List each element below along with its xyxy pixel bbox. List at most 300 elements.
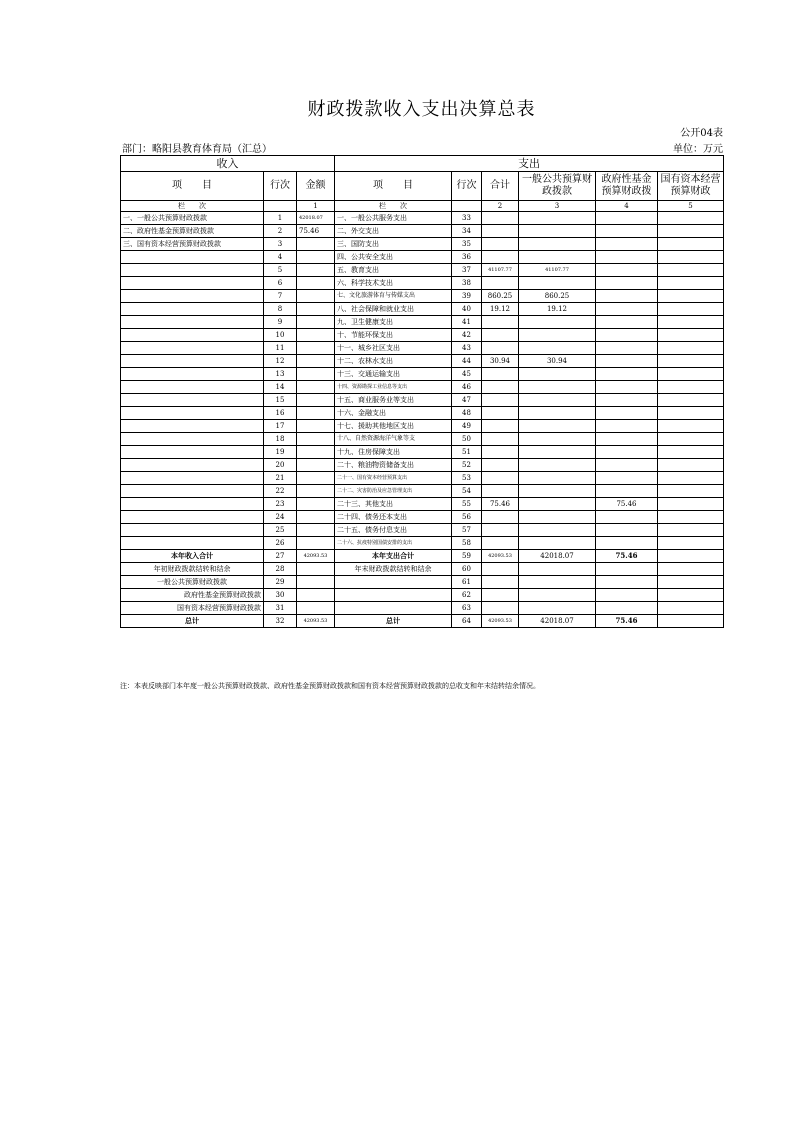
expense-row-no: 40: [452, 303, 482, 316]
expense-total-header: 合计: [482, 172, 519, 201]
expense-item: 二十、粮油物资储备支出: [335, 459, 452, 472]
income-item: [121, 446, 264, 459]
expense-row-no-header: 行次: [452, 172, 482, 201]
table-row: [121, 433, 724, 446]
expense-fund: [596, 407, 658, 420]
gov-fund-header: 政府性基金预算财政拨: [596, 172, 658, 201]
expense-total-sum: 42093.53: [482, 550, 519, 563]
expense-total: [482, 381, 519, 394]
income-amount: [297, 303, 335, 316]
summary-row-grand: [121, 615, 724, 628]
expense-capital: [658, 537, 724, 550]
expense-grand-general: 42018.07: [519, 615, 596, 628]
expense-grand-total: 42093.53: [482, 615, 519, 628]
expense-capital: [658, 303, 724, 316]
expense-grand-fund: 75.46: [596, 615, 658, 628]
income-row-no: 10: [264, 329, 297, 342]
income-item: [121, 420, 264, 433]
income-item: [121, 381, 264, 394]
expense-total: [482, 407, 519, 420]
expense-general: 30.94: [519, 355, 596, 368]
expense-item: 五、教育支出: [335, 264, 452, 277]
expense-fund: [596, 238, 658, 251]
col-index-5: 5: [658, 201, 724, 212]
expense-header: 支出: [335, 156, 724, 172]
income-amount: [297, 342, 335, 355]
income-amount: [297, 446, 335, 459]
expense-total: [482, 511, 519, 524]
expense-capital: [658, 498, 724, 511]
income-amount: [297, 394, 335, 407]
expense-row-no: 38: [452, 277, 482, 290]
expense-item: 四、公共安全支出: [335, 251, 452, 264]
expense-fund: [596, 524, 658, 537]
income-item: [121, 368, 264, 381]
begin-capital-no: 31: [264, 602, 297, 615]
expense-fund: [596, 212, 658, 225]
expense-general: [519, 277, 596, 290]
expense-row-no: 39: [452, 290, 482, 303]
income-amount: [297, 251, 335, 264]
expense-capital: [658, 251, 724, 264]
expense-row-no: 37: [452, 264, 482, 277]
income-item: [121, 407, 264, 420]
table-row: [121, 381, 724, 394]
col-index-2: 2: [482, 201, 519, 212]
expense-fund: [596, 303, 658, 316]
table-row: [121, 329, 724, 342]
expense-item: 二十三、其他支出: [335, 498, 452, 511]
expense-item: 十三、交通运输支出: [335, 368, 452, 381]
expense-item: 十七、援助其他地区支出: [335, 420, 452, 433]
expense-general: [519, 342, 596, 355]
begin-fund-label: 政府性基金预算财政拨款: [121, 589, 264, 602]
income-row-no: 5: [264, 264, 297, 277]
expense-capital: [658, 277, 724, 290]
income-amount: [297, 472, 335, 485]
expense-row-no: 44: [452, 355, 482, 368]
expense-general: [519, 472, 596, 485]
income-amount: [297, 290, 335, 303]
expense-fund: [596, 316, 658, 329]
table-row: [121, 394, 724, 407]
expense-capital: [658, 407, 724, 420]
expense-row-no: 42: [452, 329, 482, 342]
expense-general: [519, 537, 596, 550]
header-row-section: [121, 156, 724, 172]
expense-capital: [658, 420, 724, 433]
expense-row-no: 48: [452, 407, 482, 420]
expense-total: [482, 459, 519, 472]
expense-fund: [596, 277, 658, 290]
expense-total: [482, 446, 519, 459]
expense-capital: [658, 238, 724, 251]
expense-item: 十六、金融支出: [335, 407, 452, 420]
expense-row-no: 41: [452, 316, 482, 329]
expense-total: [482, 238, 519, 251]
expense-total-label: 本年支出合计: [335, 550, 452, 563]
table-row: [121, 472, 724, 485]
expense-general: [519, 407, 596, 420]
expense-general: [519, 329, 596, 342]
expense-fund: [596, 381, 658, 394]
expense-capital: [658, 290, 724, 303]
income-row-no: 17: [264, 420, 297, 433]
expense-row-no: 47: [452, 394, 482, 407]
expense-item: 十五、商业服务业等支出: [335, 394, 452, 407]
income-row-no-header: 行次: [264, 172, 297, 201]
expense-capital: [658, 368, 724, 381]
header-row-columns: [121, 172, 724, 201]
expense-capital: [658, 446, 724, 459]
expense-general: 41107.77: [519, 264, 596, 277]
expense-item: 八、社会保障和就业支出: [335, 303, 452, 316]
expense-total: [482, 537, 519, 550]
income-row-no: 16: [264, 407, 297, 420]
begin-capital-label: 国有资本经营预算财政拨款: [121, 602, 264, 615]
expense-fund: [596, 290, 658, 303]
expense-general: [519, 498, 596, 511]
expense-general: [519, 368, 596, 381]
table-row: [121, 459, 724, 472]
table-row: [121, 420, 724, 433]
expense-item-header: 项 目: [335, 172, 452, 201]
expense-row-no: 51: [452, 446, 482, 459]
begin-general-no: 29: [264, 576, 297, 589]
expense-item: 二、外交支出: [335, 225, 452, 238]
income-amount: [297, 407, 335, 420]
income-amount: [297, 277, 335, 290]
income-item: [121, 290, 264, 303]
expense-fund: [596, 459, 658, 472]
expense-total: [482, 212, 519, 225]
expense-general: 19.12: [519, 303, 596, 316]
header-row-index: [121, 201, 724, 212]
income-item: [121, 303, 264, 316]
expense-item: 二十五、债务付息支出: [335, 524, 452, 537]
expense-general: [519, 381, 596, 394]
expense-capital: [658, 485, 724, 498]
income-row-no: 9: [264, 316, 297, 329]
income-item: [121, 251, 264, 264]
income-amount: [297, 459, 335, 472]
finance-table: [120, 155, 724, 628]
table-row: [121, 485, 724, 498]
income-row-no: 3: [264, 238, 297, 251]
expense-fund: [596, 485, 658, 498]
expense-total: 75.46: [482, 498, 519, 511]
income-row-no: 19: [264, 446, 297, 459]
income-lan-ci: 栏 次: [121, 201, 264, 212]
expense-row-no: 45: [452, 368, 482, 381]
expense-general: [519, 251, 596, 264]
income-grand-no: 32: [264, 615, 297, 628]
expense-capital: [658, 433, 724, 446]
expense-total: [482, 368, 519, 381]
summary-row-total: [121, 550, 724, 563]
table-row: [121, 355, 724, 368]
table-row: [121, 212, 724, 225]
summary-row-capital: [121, 602, 724, 615]
expense-total: [482, 433, 519, 446]
expense-item: 十四、资源勘探工业信息等支出: [335, 381, 452, 394]
income-item: [121, 277, 264, 290]
form-number: 公开04表: [680, 128, 723, 139]
table-row: [121, 511, 724, 524]
expense-general: [519, 212, 596, 225]
expense-fund: [596, 537, 658, 550]
expense-item: 二十一、国有资本经营预算支出: [335, 472, 452, 485]
income-amount: [297, 537, 335, 550]
income-item: 二、政府性基金预算财政拨款: [121, 225, 264, 238]
table-row: [121, 277, 724, 290]
income-total-amount: 42093.53: [297, 550, 335, 563]
begin-general-label: 一般公共预算财政拨款: [121, 576, 264, 589]
expense-total: 860.25: [482, 290, 519, 303]
income-item: 一、一般公共预算财政拨款: [121, 212, 264, 225]
table-row: [121, 446, 724, 459]
expense-item: 十二、农林水支出: [335, 355, 452, 368]
expense-total: [482, 524, 519, 537]
income-row-no: 12: [264, 355, 297, 368]
income-amount: [297, 381, 335, 394]
expense-total: [482, 472, 519, 485]
expense-row-no: 35: [452, 238, 482, 251]
unit-label: 单位：万元: [673, 144, 723, 155]
expense-fund: [596, 433, 658, 446]
income-amount: [297, 355, 335, 368]
income-row-no: 1: [264, 212, 297, 225]
expense-fund: [596, 394, 658, 407]
income-amount: [297, 264, 335, 277]
expense-item: 九、卫生健康支出: [335, 316, 452, 329]
income-amount: 42018.07: [297, 212, 335, 225]
income-row-no: 21: [264, 472, 297, 485]
income-item: [121, 355, 264, 368]
expense-row-no: 57: [452, 524, 482, 537]
expense-row-no: 43: [452, 342, 482, 355]
expense-general: [519, 524, 596, 537]
expense-general: [519, 394, 596, 407]
expense-total-fund: 75.46: [596, 550, 658, 563]
income-amount: [297, 485, 335, 498]
table-row: [121, 524, 724, 537]
income-item: [121, 329, 264, 342]
table-row: [121, 368, 724, 381]
table-row: [121, 225, 724, 238]
state-capital-header: 国有资本经营预算财政: [658, 172, 724, 201]
expense-total: [482, 342, 519, 355]
summary-row-general: [121, 576, 724, 589]
expense-item: 七、文化旅游体育与传媒支出: [335, 290, 452, 303]
col-index-3: 3: [519, 201, 596, 212]
income-item: [121, 394, 264, 407]
expense-row-no: 50: [452, 433, 482, 446]
expense-general: [519, 446, 596, 459]
expense-item: 十、节能环保支出: [335, 329, 452, 342]
department-label: 部门：略阳县教育体育局（汇总）: [122, 144, 272, 155]
expense-general: [519, 316, 596, 329]
table-row: [121, 303, 724, 316]
end-general-no: 61: [452, 576, 482, 589]
end-balance-no: 60: [452, 563, 482, 576]
income-row-no: 25: [264, 524, 297, 537]
income-grand-amount: 42093.53: [297, 615, 335, 628]
expense-fund: [596, 264, 658, 277]
income-row-no: 8: [264, 303, 297, 316]
summary-row-fund: [121, 589, 724, 602]
income-grand-label: 总计: [121, 615, 264, 628]
expense-total: [482, 225, 519, 238]
income-row-no: 18: [264, 433, 297, 446]
income-item: [121, 537, 264, 550]
expense-row-no: 52: [452, 459, 482, 472]
expense-general: [519, 238, 596, 251]
expense-item: 一、一般公共服务支出: [335, 212, 452, 225]
income-amount: [297, 420, 335, 433]
expense-capital: [658, 316, 724, 329]
income-amount: [297, 368, 335, 381]
col-index-4: 4: [596, 201, 658, 212]
income-row-no: 6: [264, 277, 297, 290]
table-row: [121, 342, 724, 355]
report-title: 财政拨款收入支出决算总表: [307, 99, 536, 120]
expense-item: 六、科学技术支出: [335, 277, 452, 290]
expense-row-no: 33: [452, 212, 482, 225]
table-row: [121, 264, 724, 277]
expense-grand-label: 总计: [335, 615, 452, 628]
expense-item: 二十二、灾害防治及应急管理支出: [335, 485, 452, 498]
expense-item: 二十六、抗疫特别国债安排的支出: [335, 537, 452, 550]
expense-row-no: 46: [452, 381, 482, 394]
expense-capital: [658, 524, 724, 537]
expense-fund: [596, 472, 658, 485]
table-row: [121, 537, 724, 550]
income-item: [121, 342, 264, 355]
income-total-no: 27: [264, 550, 297, 563]
expense-total: [482, 329, 519, 342]
expense-item: 二十四、债务还本支出: [335, 511, 452, 524]
income-total-label: 本年收入合计: [121, 550, 264, 563]
income-amount: [297, 316, 335, 329]
income-row-no: 26: [264, 537, 297, 550]
income-amount: [297, 238, 335, 251]
expense-capital: [658, 511, 724, 524]
begin-balance-label: 年初财政拨款结转和结余: [121, 563, 264, 576]
expense-general: [519, 485, 596, 498]
income-item: [121, 472, 264, 485]
expense-fund: [596, 511, 658, 524]
expense-fund: [596, 329, 658, 342]
expense-capital: [658, 355, 724, 368]
expense-capital: [658, 264, 724, 277]
expense-row-no: 49: [452, 420, 482, 433]
end-balance-label: 年末财政拨款结转和结余: [335, 563, 452, 576]
income-row-no: 15: [264, 394, 297, 407]
expense-grand-no: 64: [452, 615, 482, 628]
expense-row-no: 56: [452, 511, 482, 524]
expense-total: 41107.77: [482, 264, 519, 277]
expense-total: 30.94: [482, 355, 519, 368]
income-item: [121, 485, 264, 498]
end-fund-no: 62: [452, 589, 482, 602]
expense-total: [482, 277, 519, 290]
income-row-no: 13: [264, 368, 297, 381]
income-item-header: 项 目: [121, 172, 264, 201]
income-row-no: 22: [264, 485, 297, 498]
end-capital-no: 63: [452, 602, 482, 615]
expense-row-no: 53: [452, 472, 482, 485]
expense-lan-ci: 栏 次: [335, 201, 452, 212]
income-row-no: 23: [264, 498, 297, 511]
expense-total: 19.12: [482, 303, 519, 316]
income-item: [121, 459, 264, 472]
expense-fund: [596, 420, 658, 433]
expense-total: [482, 485, 519, 498]
expense-total: [482, 394, 519, 407]
expense-row-no: 36: [452, 251, 482, 264]
income-item: [121, 316, 264, 329]
expense-general: [519, 420, 596, 433]
income-row-no: 7: [264, 290, 297, 303]
income-row-no: 24: [264, 511, 297, 524]
income-row-no: 11: [264, 342, 297, 355]
expense-general: [519, 459, 596, 472]
expense-total-general: 42018.07: [519, 550, 596, 563]
table-row: [121, 251, 724, 264]
begin-balance-no: 28: [264, 563, 297, 576]
expense-capital: [658, 329, 724, 342]
expense-item: 十一、城乡社区支出: [335, 342, 452, 355]
expense-row-no: 55: [452, 498, 482, 511]
expense-total: [482, 420, 519, 433]
expense-total-no: 59: [452, 550, 482, 563]
expense-item: 十八、自然资源海洋气象等支: [335, 433, 452, 446]
begin-fund-no: 30: [264, 589, 297, 602]
expense-fund: 75.46: [596, 498, 658, 511]
expense-fund: [596, 368, 658, 381]
table-row: [121, 290, 724, 303]
col-index-1: 1: [297, 201, 335, 212]
expense-row-no: 58: [452, 537, 482, 550]
income-item: [121, 433, 264, 446]
income-amount: [297, 524, 335, 537]
income-header: 收入: [121, 156, 335, 172]
expense-total: [482, 316, 519, 329]
table-row: [121, 407, 724, 420]
expense-general: 860.25: [519, 290, 596, 303]
expense-item: 十九、住房保障支出: [335, 446, 452, 459]
income-amount: [297, 498, 335, 511]
expense-capital: [658, 342, 724, 355]
expense-capital: [658, 212, 724, 225]
expense-capital: [658, 472, 724, 485]
income-amount: [297, 511, 335, 524]
expense-capital: [658, 381, 724, 394]
expense-general: [519, 433, 596, 446]
table-row: [121, 316, 724, 329]
income-item: 三、国有资本经营预算财政拨款: [121, 238, 264, 251]
summary-row-begin: [121, 563, 724, 576]
income-amount: [297, 433, 335, 446]
general-budget-header: 一般公共预算财政拨款: [519, 172, 596, 201]
income-row-no: 4: [264, 251, 297, 264]
expense-total: [482, 251, 519, 264]
income-row-no: 2: [264, 225, 297, 238]
expense-fund: [596, 446, 658, 459]
expense-capital: [658, 225, 724, 238]
table-row: [121, 238, 724, 251]
